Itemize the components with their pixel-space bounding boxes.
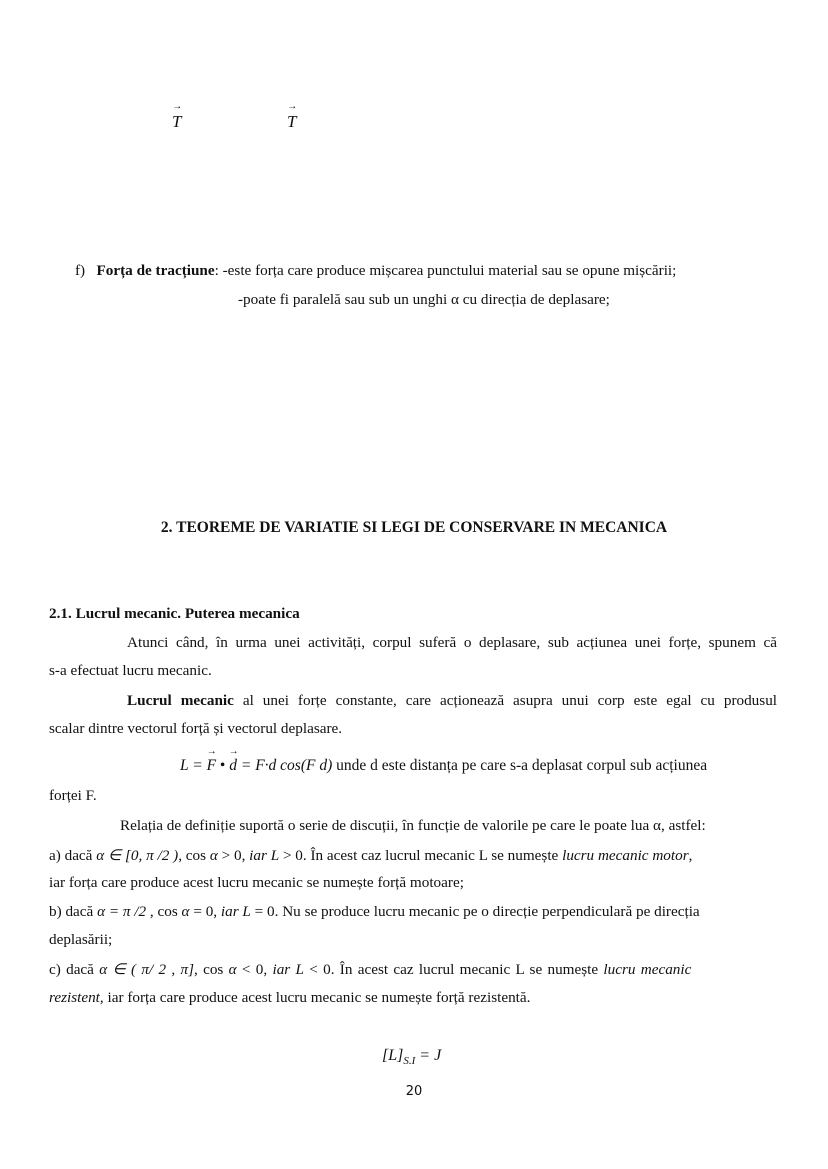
term-lucru-mecanic: lucru mecanic [603,961,692,978]
case-c-line2: rezistent, iar forța care produce acest lucru mecanic se numește forță rezistentă. [49,989,531,1006]
item-f-marker: f) [75,262,86,279]
term-lucrul-mecanic: Lucrul mecanic [127,692,234,709]
item-f-line2: -poate fi paralelă sau sub un unghi α cu direcția de deplasare; [238,291,610,308]
case-c-line1: c) dacă α ∈ ( π/ 2 , π], cos α < 0, iar L < 0. În acest caz lucrul mecanic L se numește lucru mecanic [49,961,692,978]
case-a-line1: a) dacă α ∈ [0, π /2 ), cos α > 0, iar L > 0. În acest caz lucrul mecanic L se numește lucru mecanic motor, [49,847,693,864]
unit-formula: $[L]_{S.I} = J$ [382,1047,442,1068]
vector-t-left: → T [172,112,181,132]
paragraph-2-line2: scalar dintre vectorul forță și vectorul deplasare. [49,720,343,737]
vector-d: → d [229,757,237,775]
paragraph-1-line2: s-a efectuat lucru mecanic. [49,662,212,679]
item-f-term: Forța de tracțiune [96,262,215,279]
formula-explanation: unde d este distanța pe care s-a deplasat corpul sub acțiunea [332,757,708,774]
case-a-line2: iar forța care produce acest lucru mecanic se numește forță motoare; [49,874,464,891]
figure-label-t-right [287,112,296,132]
formula-continuation: forței F. [49,787,97,804]
vector-f: → F [207,757,216,775]
page-number: 20 [405,1084,423,1099]
work-formula: L = → F • → d = F·d cos(F d) unde d este distanța pe care s-a deplasat corpul sub acțiunea [180,757,707,775]
item-f-line1 [75,262,676,280]
paragraph-2-line1: Lucrul mecanic al unei forțe constante, care acționează asupra unui corp este egal cu produsul [127,692,778,709]
term-rezistent: rezistent [49,989,100,1006]
paragraph-3: Relația de definiție suportă o serie de discuții, în funcție de valorile pe care le poate lua α, astfel: [120,817,706,834]
section-title: 2.1. Lucrul mecanic. Puterea mecanica [49,605,300,622]
vector-t-right: → T [287,112,296,132]
paragraph-1-line1: Atunci când, în urma unei activități, corpul suferă o deplasare, sub acțiunea unei forțe, spunem că [127,634,777,651]
case-b-line1: b) dacă α = π /2 , cos α = 0, iar L = 0. Nu se produce lucru mecanic pe o direcție perpendiculară pe direcția [49,903,700,920]
chapter-title: 2. TEOREME DE VARIATIE SI LEGI DE CONSERVARE IN MECANICA [160,519,668,536]
case-b-line2: deplasării; [49,931,113,948]
item-f-text1: : -este forța care produce mișcarea punctului material sau se opune mișcării; [214,262,677,279]
figure-label-t-left [172,112,181,132]
term-lucru-mecanic-motor: lucru mecanic motor [562,847,689,864]
